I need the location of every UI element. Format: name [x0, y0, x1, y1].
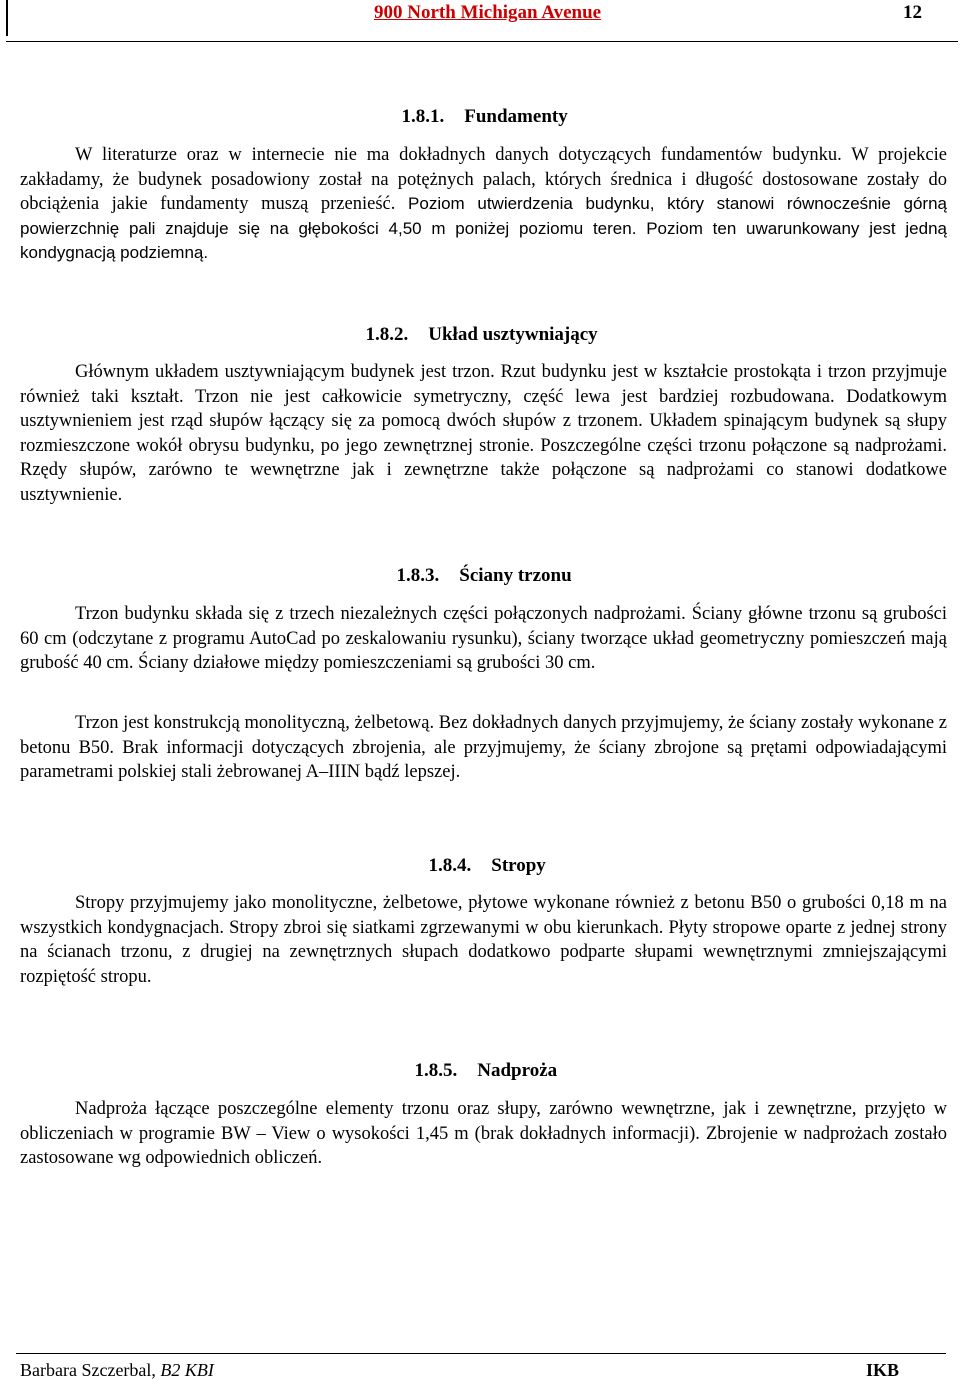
footer-group: B2 KBI	[160, 1360, 214, 1380]
section-heading-uklad	[356, 302, 598, 346]
paragraph-text: Głównym układem usztywniającym budynek jest trzon. Rzut budynku jest w kształcie prostokąta i trzon przyjmuje również taki kształt. Trzon nie jest całkowicie symetryczny, część lewa jest bardziej rozbudowana. Dodatkowym usztywnieniem jest rząd słupów łączący się za pomocą dwóch słupów z trzonem. Układem spinającym budynek są słupy rozmieszczone wokół obrysu budynku, po jego zewnętrznej stronie. Poszczególne części trzonu połączone są nadprożami. Rzędy słupów, zarówno te wewnętrzne jak i zewnętrzne także połączone są nadprożami co stanowi dodatkowe usztywnienie.	[20, 362, 947, 505]
paragraph-nadproza	[20, 1097, 947, 1171]
section-heading-fundamenty	[392, 84, 568, 128]
section-heading-stropy	[419, 833, 546, 877]
section-title: Stropy	[491, 855, 546, 876]
header-left-line	[6, 0, 8, 36]
section-heading-nadproza	[405, 1038, 557, 1082]
footer-institute: IKB	[866, 1360, 900, 1380]
paragraph-text: W literaturze oraz w internecie nie ma dokładnych danych dotyczących fundamentów budynku. W projekcie zakładamy, że budynek posadowiony został na potężnych palach, których średnica i długość dostosowane zostały do obciążenia jakie fundamenty muszą przenieść.	[20, 145, 947, 215]
section-number: 1.8.5.	[414, 1060, 458, 1081]
paragraph-text: Nadproża łączące poszczególne elementy trzonu oraz słupy, zarówno wewnętrzne, jak i zewnętrzne, przyjęto w obliczeniach w programie BW – View o wysokości 1,45 m (brak dokładnych informacji). Zbrojenie w nadprożach zostało zastosowane wg odpowiednich obliczeń.	[20, 1099, 947, 1169]
header-title: 900 North Michigan Avenue	[374, 2, 602, 23]
paragraph-fundamenty	[20, 143, 947, 266]
section-title: Nadproża	[477, 1060, 558, 1081]
section-title: Układ usztywniający	[428, 324, 598, 345]
section-number: 1.8.1.	[401, 106, 445, 127]
footer-rule	[16, 1353, 946, 1354]
section-title: Fundamenty	[464, 106, 568, 127]
paragraph-text: Trzon jest konstrukcją monolityczną, żelbetową. Bez dokładnych danych przyjmujemy, że ściany zostały wykonane z betonu B50. Brak informacji dotyczących zbrojenia, ale przyjmujemy, że ściany zbrojone są prętami odpowiadającymi parametrami polskiej stali żebrowanej A–IIIN bądź lepszej.	[20, 713, 947, 783]
footer-author-name: Barbara Szczerbal,	[20, 1360, 161, 1380]
section-number: 1.8.4.	[428, 855, 472, 876]
page-header	[0, 0, 960, 44]
header-rule	[6, 41, 958, 42]
footer-author	[20, 1360, 214, 1381]
paragraph-stropy	[20, 891, 947, 989]
section-title: Ściany trzonu	[459, 565, 572, 586]
section-number: 1.8.2.	[365, 324, 409, 345]
paragraph-uklad	[20, 360, 947, 508]
section-number: 1.8.3.	[396, 565, 440, 586]
page-number: 12	[903, 2, 922, 23]
paragraph-sciany-1	[20, 602, 947, 676]
paragraph-text: Stropy przyjmujemy jako monolityczne, żelbetowe, płytowe wykonane również z betonu B50 o grubości 0,18 m na wszystkich kondygnacjach. Stropy zbroi się siatkami zgrzewanymi w obu kierunkach. Płyty stropowe oparte z jednej strony na ścianach trzonu, z drugiej na zewnętrznych słupach dodatkowo podparte słupami wewnętrznymi zmniejszającymi rozpiętość stropu.	[20, 893, 947, 987]
paragraph-sciany-2	[20, 711, 947, 785]
paragraph-text: Trzon budynku składa się z trzech niezależnych części połączonych nadprożami. Ściany główne trzonu są grubości 60 cm (odczytane z programu AutoCad po zeskalowaniu rysunku), ściany tworzące układ geometryczny pomieszczeń mają grubość 40 cm. Ściany działowe między pomieszczeniami są grubości 30 cm.	[20, 604, 947, 674]
paragraph-text-sans: Poziom utwierdzenia budynku, który stanowi równocześnie górną powierzchnię pali znajduje się na głębokości 4,50 m poniżej poziomu teren. Poziom ten uwarunkowany jest jedną kondygnacją podziemną.	[20, 194, 947, 263]
section-heading-sciany	[387, 543, 572, 587]
